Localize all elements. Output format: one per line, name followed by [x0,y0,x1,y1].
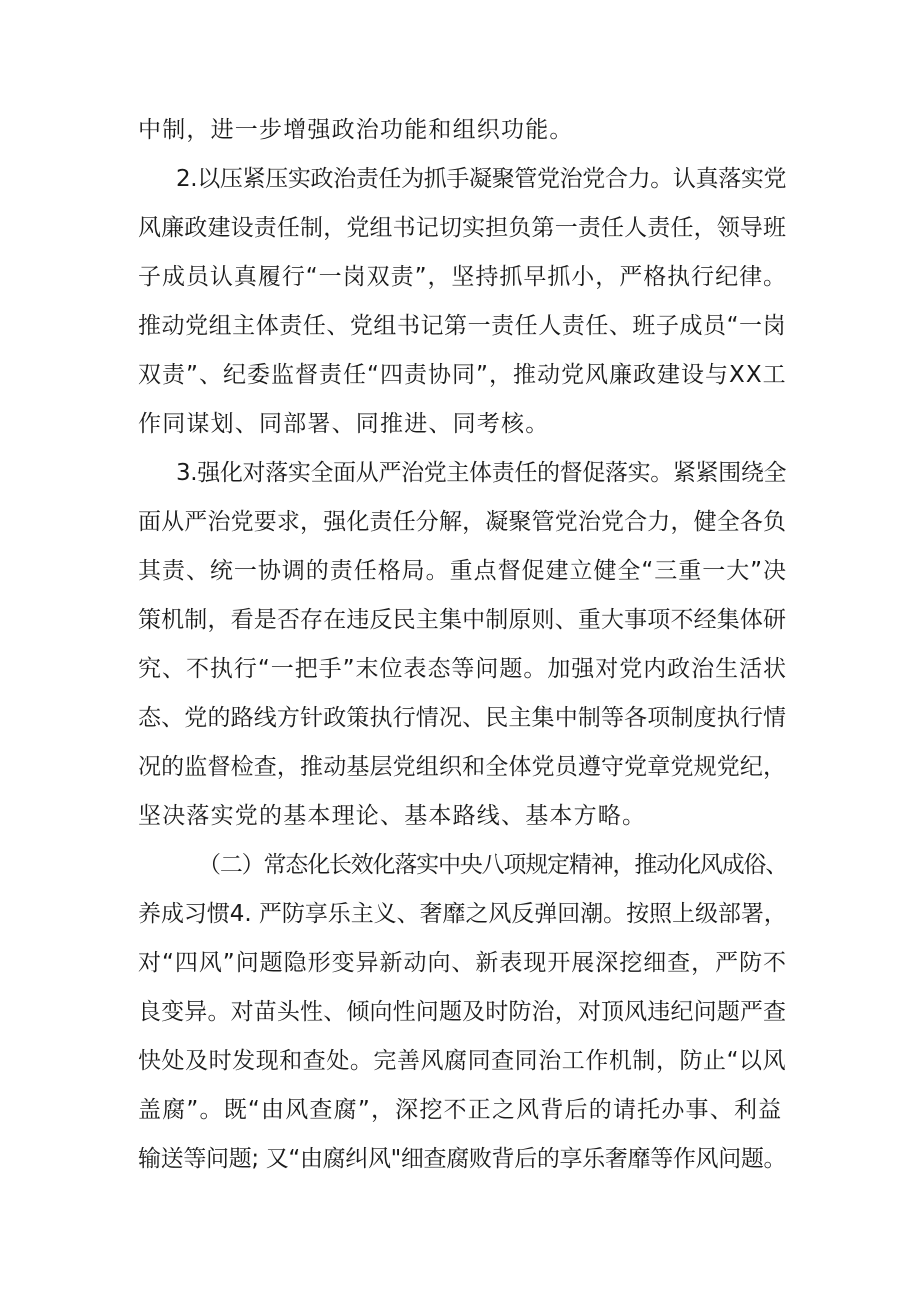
text-line: 3.强化对落实全面从严治党主体责任的督促落实。紧紧围绕全 [176,460,787,486]
text-line: 究、不执行“一把手”末位表态等问题。加强对党内政治生活状 [138,656,788,682]
text-line: 其责、统一协调的责任格局。重点督促建立健全“三重一大”决 [138,558,788,584]
text-line: 对“四风”问题隐形变异新动向、新表现开展深挖细查，严防不 [138,950,788,976]
text-line: 作同谋划、同部署、同推进、同考核。 [138,411,550,437]
text-line: 输送等问题; 又“由腐纠风"细查腐败背后的享乐奢靡等作风问题。 [138,1146,787,1172]
text-line: 中制，进一步增强政治功能和组织功能。 [138,117,574,143]
text-line: 子成员认真履行“一岗双责”，坚持抓早抓小，严格执行纪律。 [138,264,788,290]
text-line: 盖腐”。既“由风查腐”，深挖不正之风背后的请托办事、利益 [138,1097,783,1123]
text-line: 良变异。对苗头性、倾向性问题及时防治，对顶风违纪问题严查 [138,999,787,1025]
paragraph-2-political-responsibility [138,155,788,449]
text-line: 态、党的路线方针政策执行情况、民主集中制等各项制度执行情 [138,705,787,731]
text-line: 风廉政建设责任制，党组书记切实担负第一责任人责任，领导班 [138,215,787,241]
text-line: 推动党组主体责任、党组书记第一责任人责任、班子成员“一岗 [138,313,787,339]
section-2-eight-regulations [138,841,788,1184]
document-page [138,106,788,1184]
text-line: 快处及时发现和查处。完善风腐同查同治工作机制，防止“以风 [138,1048,787,1074]
paragraph-3-supervision [138,449,788,841]
text-line: 2.以压紧压实政治责任为抓手凝聚管党治党合力。认真落实党 [176,166,787,192]
section-heading-line: （二）常态化长效化落实中央八项规定精神，推动化风成俗、 [198,852,788,878]
text-line: 养成习惯4. 严防享乐主义、奢靡之风反弹回潮。按照上级部署， [138,901,787,927]
text-line: 坚决落实党的基本理论、基本路线、基本方略。 [138,803,647,829]
text-line: 双责”、纪委监督责任“四责协同”，推动党风廉政建设与XX工 [138,362,787,388]
paragraph-continuation [138,106,788,155]
text-line: 况的监督检查，推动基层党组织和全体党员遵守党章党规党纪， [138,754,787,780]
text-line: 面从严治党要求，强化责任分解，凝聚管党治党合力，健全各负 [138,509,787,535]
text-line: 策机制，看是否存在违反民主集中制原则、重大事项不经集体研 [138,607,787,633]
